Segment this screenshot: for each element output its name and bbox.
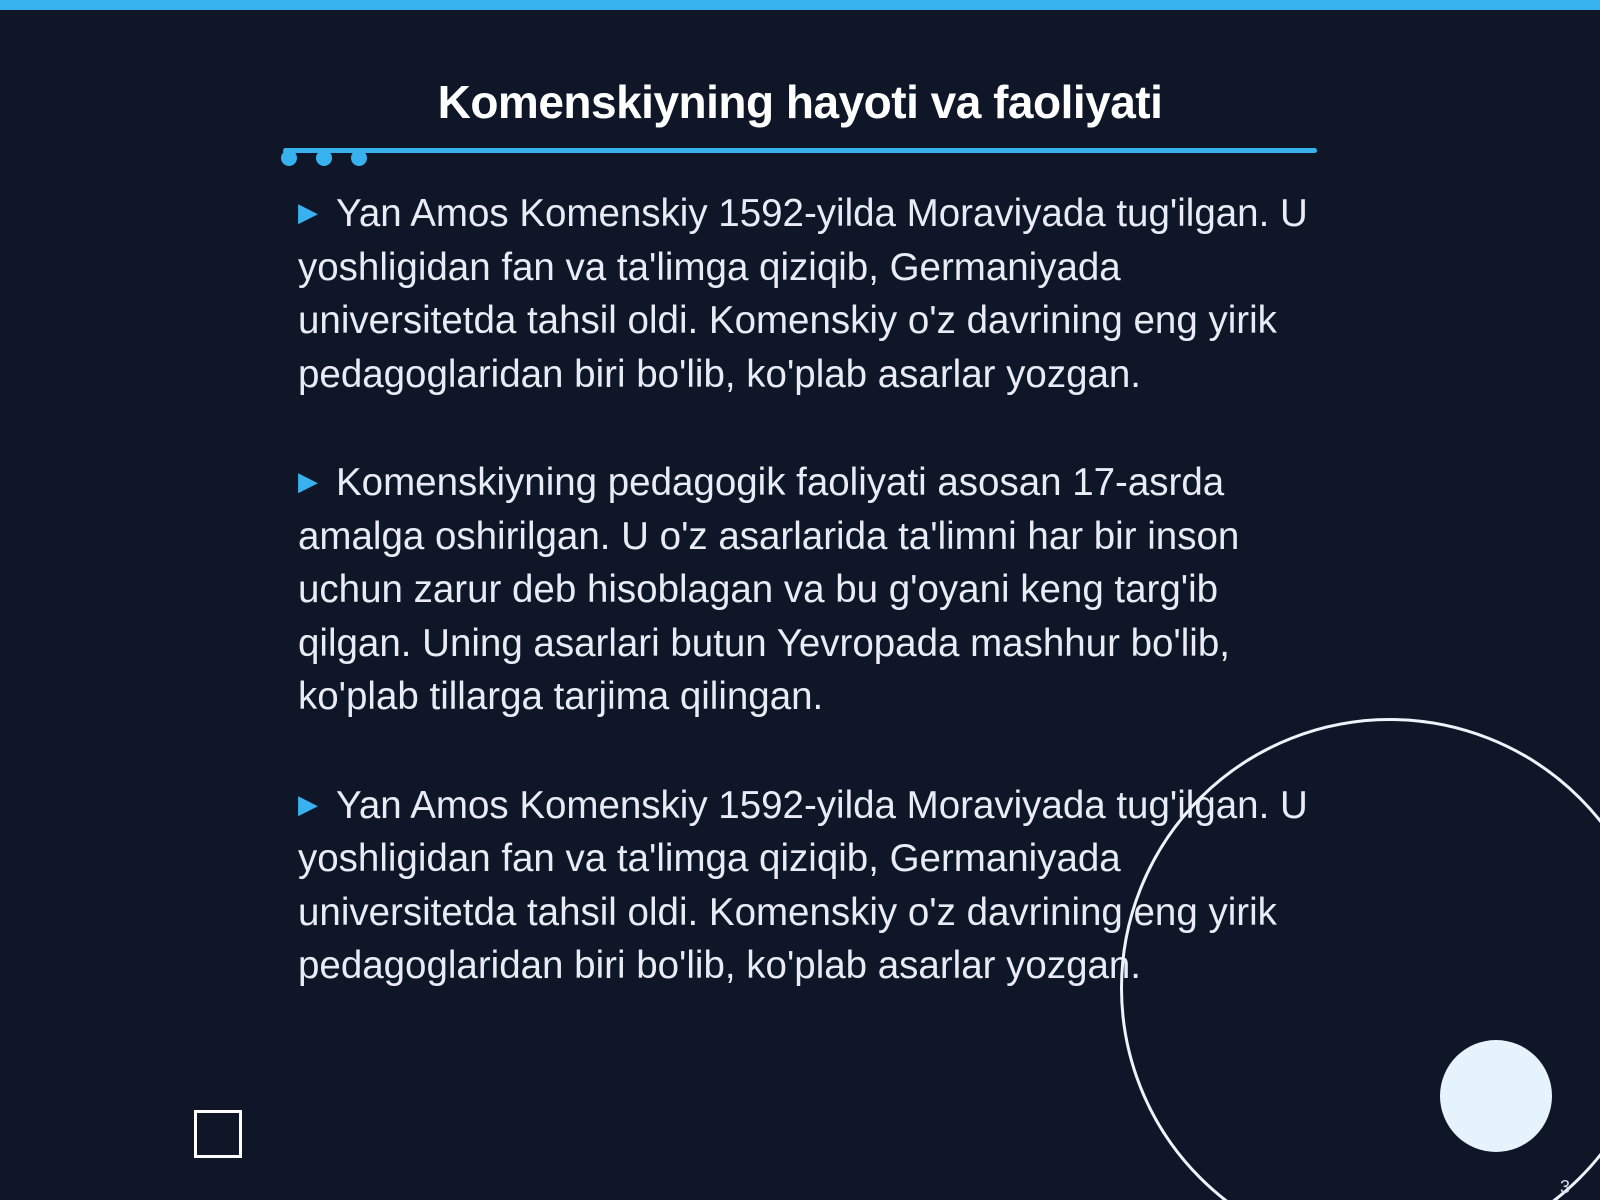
triangle-right-icon: ▶	[298, 466, 318, 496]
decorative-square	[194, 1110, 242, 1158]
decorative-dot-2	[316, 150, 332, 166]
triangle-right-icon: ▶	[298, 788, 318, 819]
top-accent-bar	[0, 0, 1600, 10]
bullet-paragraph	[298, 455, 1308, 724]
page-number: 3	[1559, 1177, 1570, 1197]
paragraph-text: Yan Amos Komenskiy 1592-yilda Moraviyada tug'ilgan. U yoshligidan fan va ta'limga qiziqib, Germaniyada universitetda tahsil oldi. Komenskiy o'z davrining eng yirik pedagoglaridan biri bo'lib, ko'plab asarlar yozgan.	[298, 783, 1308, 987]
title-underline	[283, 148, 1317, 153]
bullet-paragraph	[298, 186, 1308, 401]
triangle-right-icon: ▶	[298, 197, 318, 227]
decorative-dot-3	[351, 150, 367, 166]
slide-title: Komenskiyning hayoti va faoliyati	[437, 76, 1163, 128]
decorative-dot-1	[281, 150, 297, 166]
paragraph-text: Komenskiyning pedagogik faoliyati asosan 17-asrda amalga oshirilgan. U o'z asarlarida ta'limni har bir inson uchun zarur deb hisoblagan va bu g'oyani keng targ'ib qilgan. Uning asarlari butun Yevropada mashhur bo'lib, ko'plab tillarga tarjima qilingan.	[298, 461, 1240, 718]
decorative-disc	[1440, 1040, 1552, 1152]
paragraph-text: Yan Amos Komenskiy 1592-yilda Moraviyada tug'ilgan. U yoshligidan fan va ta'limga qiziqib, Germaniyada universitetda tahsil oldi. Komenskiy o'z davrining eng yirik pedagoglaridan biri bo'lib, ko'plab asarlar yozgan.	[298, 192, 1308, 396]
